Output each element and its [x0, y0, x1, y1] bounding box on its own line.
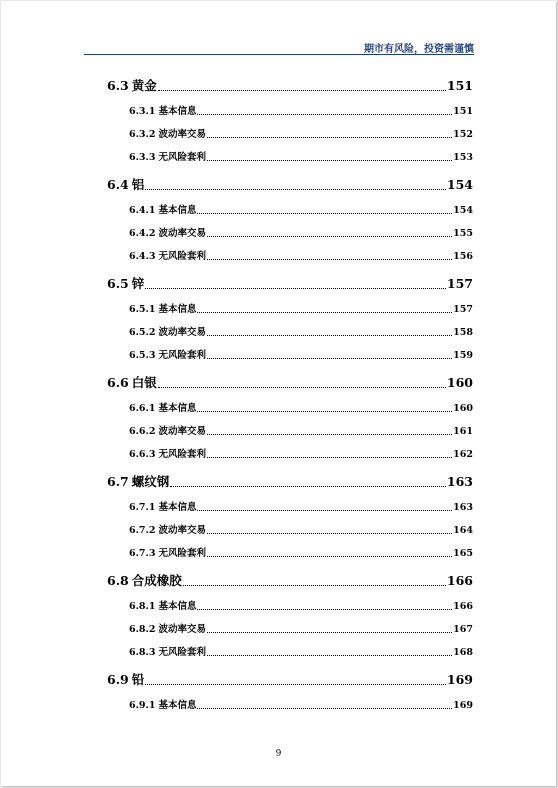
- toc-entry-number: 6.7.2: [129, 525, 156, 536]
- toc-entry-number: 6.8.1: [129, 601, 156, 612]
- toc-entry-page: 166: [446, 573, 473, 588]
- toc-entry-page: 161: [453, 426, 473, 437]
- toc-entry-title: 无风险套利: [158, 449, 206, 460]
- toc-entry-page: 162: [453, 449, 473, 460]
- toc-subsection-6-4-2[interactable]: [129, 225, 473, 239]
- dot-leader: [207, 556, 452, 557]
- toc-entry-number: 6.5.3: [129, 350, 156, 361]
- toc-entry-page: 159: [453, 350, 473, 361]
- toc-entry-number: 6.9.1: [129, 700, 156, 711]
- dot-leader: [197, 213, 452, 214]
- toc-section-6-7[interactable]: [107, 472, 473, 490]
- toc-entry-number: 6.9: [107, 672, 129, 687]
- toc-entry-page: 166: [453, 601, 473, 612]
- dot-leader: [207, 358, 452, 359]
- toc-subsection-6-7-3[interactable]: [129, 545, 473, 559]
- toc-entry-title: 波动率交易: [158, 624, 206, 635]
- toc-entry-page: 168: [453, 647, 473, 658]
- toc-entry-title: 锌: [131, 276, 145, 291]
- toc-entry-number: 6.6: [107, 375, 129, 390]
- toc-entry-title: 基本信息: [158, 700, 197, 711]
- toc-entry-title: 铝: [131, 177, 145, 192]
- toc-entry-number: 6.8: [107, 573, 129, 588]
- dot-leader: [183, 585, 446, 586]
- toc-entry-page: 160: [453, 403, 473, 414]
- document-page: [1, 1, 556, 786]
- toc-entry-page: 157: [446, 276, 473, 291]
- toc-subsection-6-3-2[interactable]: [129, 126, 473, 140]
- dot-leader: [207, 434, 452, 435]
- toc-subsection-6-3-3[interactable]: [129, 149, 473, 163]
- toc-entry-title: 基本信息: [158, 502, 197, 513]
- toc-entry-title: 波动率交易: [158, 327, 206, 338]
- toc-entry-number: 6.3.1: [129, 106, 156, 117]
- toc-entry-page: 153: [453, 152, 473, 163]
- toc-entry-title: 基本信息: [158, 601, 197, 612]
- toc-subsection-6-5-3[interactable]: [129, 347, 473, 361]
- toc-subsection-6-6-3[interactable]: [129, 446, 473, 460]
- toc-entry-title: 波动率交易: [158, 525, 206, 536]
- toc-entry-page: 167: [453, 624, 473, 635]
- toc-entry-title: 波动率交易: [158, 228, 206, 239]
- toc-entry-title: 无风险套利: [158, 152, 206, 163]
- toc-section-6-5[interactable]: [107, 274, 473, 292]
- toc-entry-title: 螺纹钢: [131, 474, 170, 489]
- toc-entry-page: 158: [453, 327, 473, 338]
- toc-entry-title: 无风险套利: [158, 548, 206, 559]
- toc-entry-page: 154: [453, 205, 473, 216]
- toc-entry-page: 169: [453, 700, 473, 711]
- dot-leader: [158, 90, 446, 91]
- toc-entry-page: 165: [453, 548, 473, 559]
- toc-entry-number: 6.4: [107, 177, 129, 192]
- toc-entry-title: 波动率交易: [158, 426, 206, 437]
- dot-leader: [197, 411, 452, 412]
- toc-entry-number: 6.5.2: [129, 327, 156, 338]
- toc-entry-title: 铅: [131, 672, 145, 687]
- toc-subsection-6-4-3[interactable]: [129, 248, 473, 262]
- toc-subsection-6-8-2[interactable]: [129, 621, 473, 635]
- dot-leader: [207, 137, 452, 138]
- toc-section-6-6[interactable]: [107, 373, 473, 391]
- toc-entry-title: 白银: [131, 375, 157, 390]
- toc-section-6-4[interactable]: [107, 175, 473, 193]
- toc-subsection-6-6-1[interactable]: [129, 400, 473, 414]
- toc-entry-number: 6.6.3: [129, 449, 156, 460]
- toc-entry-title: 基本信息: [158, 403, 197, 414]
- toc-subsection-6-6-2[interactable]: [129, 423, 473, 437]
- toc-entry-page: 164: [453, 525, 473, 536]
- toc-subsection-6-9-1[interactable]: [129, 697, 473, 711]
- dot-leader: [207, 655, 452, 656]
- toc-section-6-8[interactable]: [107, 571, 473, 589]
- toc-section-6-9[interactable]: [107, 670, 473, 688]
- toc-entry-number: 6.4.2: [129, 228, 156, 239]
- toc-entry-page: 160: [446, 375, 473, 390]
- dot-leader: [158, 387, 446, 388]
- dot-leader: [207, 632, 452, 633]
- toc-entry-title: 波动率交易: [158, 129, 206, 140]
- toc-entry-title: 基本信息: [158, 304, 197, 315]
- toc-entry-title: 黄金: [131, 78, 157, 93]
- toc-entry-page: 152: [453, 129, 473, 140]
- toc-entry-number: 6.7.3: [129, 548, 156, 559]
- toc-subsection-6-7-1[interactable]: [129, 499, 473, 513]
- toc-subsection-6-7-2[interactable]: [129, 522, 473, 536]
- toc-entry-number: 6.3: [107, 78, 129, 93]
- toc-entry-number: 6.5: [107, 276, 129, 291]
- toc-entry-number: 6.4.3: [129, 251, 156, 262]
- toc-subsection-6-8-1[interactable]: [129, 598, 473, 612]
- toc-entry-number: 6.5.1: [129, 304, 156, 315]
- toc-entry-number: 6.8.2: [129, 624, 156, 635]
- toc-entry-page: 169: [446, 672, 473, 687]
- toc-entry-page: 154: [446, 177, 473, 192]
- toc-entry-number: 6.6.2: [129, 426, 156, 437]
- toc-subsection-6-4-1[interactable]: [129, 202, 473, 216]
- toc-subsection-6-3-1[interactable]: [129, 103, 473, 117]
- toc-entry-title: 无风险套利: [158, 350, 206, 361]
- toc-entry-title: 基本信息: [158, 106, 197, 117]
- toc-section-6-3[interactable]: [107, 76, 473, 94]
- dot-leader: [207, 259, 452, 260]
- dot-leader: [170, 486, 446, 487]
- dot-leader: [145, 684, 446, 685]
- page-header-text: 期市有风险，投资需谨慎: [364, 44, 474, 55]
- toc-entry-number: 6.7.1: [129, 502, 156, 513]
- toc-entry-page: 156: [453, 251, 473, 262]
- toc-entry-page: 151: [446, 78, 473, 93]
- dot-leader: [207, 533, 452, 534]
- dot-leader: [197, 312, 452, 313]
- toc-entry-page: 163: [453, 502, 473, 513]
- dot-leader: [145, 189, 446, 190]
- dot-leader: [207, 457, 452, 458]
- toc-entry-number: 6.3.3: [129, 152, 156, 163]
- dot-leader: [197, 510, 452, 511]
- page-number: 9: [275, 749, 282, 759]
- toc-entry-title: 无风险套利: [158, 251, 206, 262]
- header-rule: [84, 54, 474, 55]
- toc-subsection-6-5-2[interactable]: [129, 324, 473, 338]
- toc-subsection-6-8-3[interactable]: [129, 644, 473, 658]
- toc-entry-page: 163: [446, 474, 473, 489]
- toc-entry-page: 151: [453, 106, 473, 117]
- dot-leader: [197, 708, 452, 709]
- toc-entry-page: 157: [453, 304, 473, 315]
- toc-subsection-6-5-1[interactable]: [129, 301, 473, 315]
- toc-entry-title: 基本信息: [158, 205, 197, 216]
- toc-entry-number: 6.8.3: [129, 647, 156, 658]
- toc-entry-number: 6.6.1: [129, 403, 156, 414]
- toc-entry-number: 6.3.2: [129, 129, 156, 140]
- dot-leader: [145, 288, 446, 289]
- dot-leader: [207, 160, 452, 161]
- dot-leader: [197, 114, 452, 115]
- toc-entry-title: 无风险套利: [158, 647, 206, 658]
- dot-leader: [207, 335, 452, 336]
- toc-entry-page: 155: [453, 228, 473, 239]
- dot-leader: [207, 236, 452, 237]
- toc-entry-number: 6.7: [107, 474, 129, 489]
- dot-leader: [197, 609, 452, 610]
- toc-entry-number: 6.4.1: [129, 205, 156, 216]
- toc-entry-title: 合成橡胶: [131, 573, 182, 588]
